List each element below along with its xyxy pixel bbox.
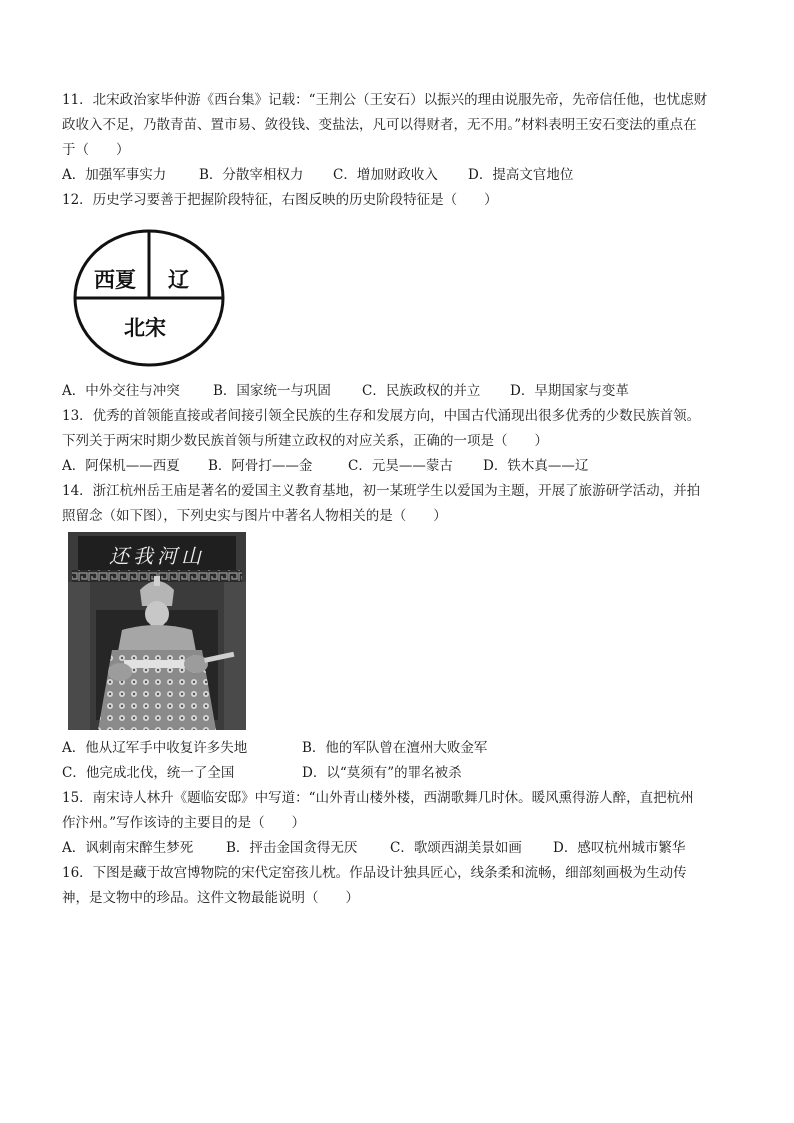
map-circle-diagram: [72, 226, 232, 368]
map-label-xixia: 西夏: [94, 268, 136, 292]
q11-stem-line-3: 于（ ）: [62, 142, 130, 158]
q15-option-b: B．抨击金国贪得无厌: [226, 840, 358, 856]
q13-stem-line-2: 下列关于两宋时期少数民族首领与所建立政权的对应关系，正确的一项是（ ）: [62, 433, 548, 449]
q13-options: [62, 457, 742, 475]
q14-option-c: C．他完成北伐，统一了全国: [62, 765, 235, 781]
q14-option-d: D．以“莫须有”的罪名被杀: [302, 765, 462, 781]
q14-options-row-1: [62, 739, 742, 757]
q12-option-a: A．中外交往与冲突: [62, 383, 180, 399]
q13-option-c: C．元昊——蒙古: [348, 458, 453, 474]
map-label-liao: 辽: [168, 268, 189, 292]
q15-option-a: A．讽刺南宋醉生梦死: [62, 840, 194, 856]
q11-stem-line-1: 11．北宋政治家毕仲游《西台集》记载：“王荆公（王安石）以振兴的理由说服先帝，先帝信任他，也忧虑财: [62, 92, 708, 108]
photo-banner-calligraphy: 还我河山: [109, 544, 205, 568]
q14-stem-line-1: 14．浙江杭州岳王庙是著名的爱国主义教育基地，初一某班学生以爱国为主题，开展了旅游研学活动，并拍: [62, 483, 701, 499]
q16-stem-line-2: 神，是文物中的珍品。这件文物最能说明（ ）: [62, 890, 359, 906]
q13-stem-line-1: 13．优秀的首领能直接或者间接引领全民族的生存和发展方向，中国古代涌现出很多优秀的少数民族首领。: [62, 408, 701, 424]
q11-stem-line-2: 政收入不足，乃散青苗、置市易、敛役钱、变盐法，凡可以得财者，无不用。”材料表明王安石变法的重点在: [62, 117, 697, 133]
map-label-beisong: 北宋: [124, 316, 166, 340]
q12-option-b: B．国家统一与巩固: [213, 383, 331, 399]
q14-option-b: B．他的军队曾在澶州大败金军: [302, 740, 488, 756]
q15-stem-line-2: 作汴州。”写作该诗的主要目的是（ ）: [62, 815, 306, 831]
q13-option-d: D．铁木真——辽: [483, 458, 589, 474]
q12-options: [62, 382, 742, 400]
q15-option-d: D．感叹杭州城市繁华: [553, 840, 686, 856]
q14-option-a: A．他从辽军手中收复许多失地: [62, 740, 248, 756]
q16-stem-line-1: 16．下图是藏于故宫博物院的宋代定窑孩儿枕。作品设计独具匠心，线条柔和流畅，细部刻画极为生动传: [62, 865, 687, 881]
q15-stem-line-1: 15．南宋诗人林升《题临安邸》中写道：“山外青山楼外楼，西湖歌舞几时休。暖风熏得游人醉，直把杭州: [62, 790, 694, 806]
q11-option-b: B．分散宰相权力: [199, 167, 304, 183]
q11-option-d: D．提高文官地位: [468, 167, 574, 183]
q12-stem: 12．历史学习要善于把握阶段特征，右图反映的历史阶段特征是（ ）: [62, 192, 498, 208]
q15-options: [62, 839, 742, 857]
q14-stem-line-2: 照留念（如下图），下列史实与图片中著名人物相关的是（ ）: [62, 508, 447, 524]
q13-option-a: A．阿保机——西夏: [62, 458, 180, 474]
q12-option-d: D．早期国家与变革: [510, 383, 629, 399]
q14-options-row-2: [62, 764, 742, 782]
q15-option-c: C．歌颂西湖美景如画: [390, 840, 522, 856]
q12-regime-map: [72, 226, 232, 368]
yue-fei-statue-photo: [68, 532, 246, 730]
q11-option-a: A．加强军事实力: [62, 167, 167, 183]
q11-options: [62, 166, 742, 184]
q13-option-b: B．阿骨打——金: [208, 458, 313, 474]
q12-option-c: C．民族政权的并立: [362, 383, 481, 399]
q11-option-c: C．增加财政收入: [333, 167, 438, 183]
